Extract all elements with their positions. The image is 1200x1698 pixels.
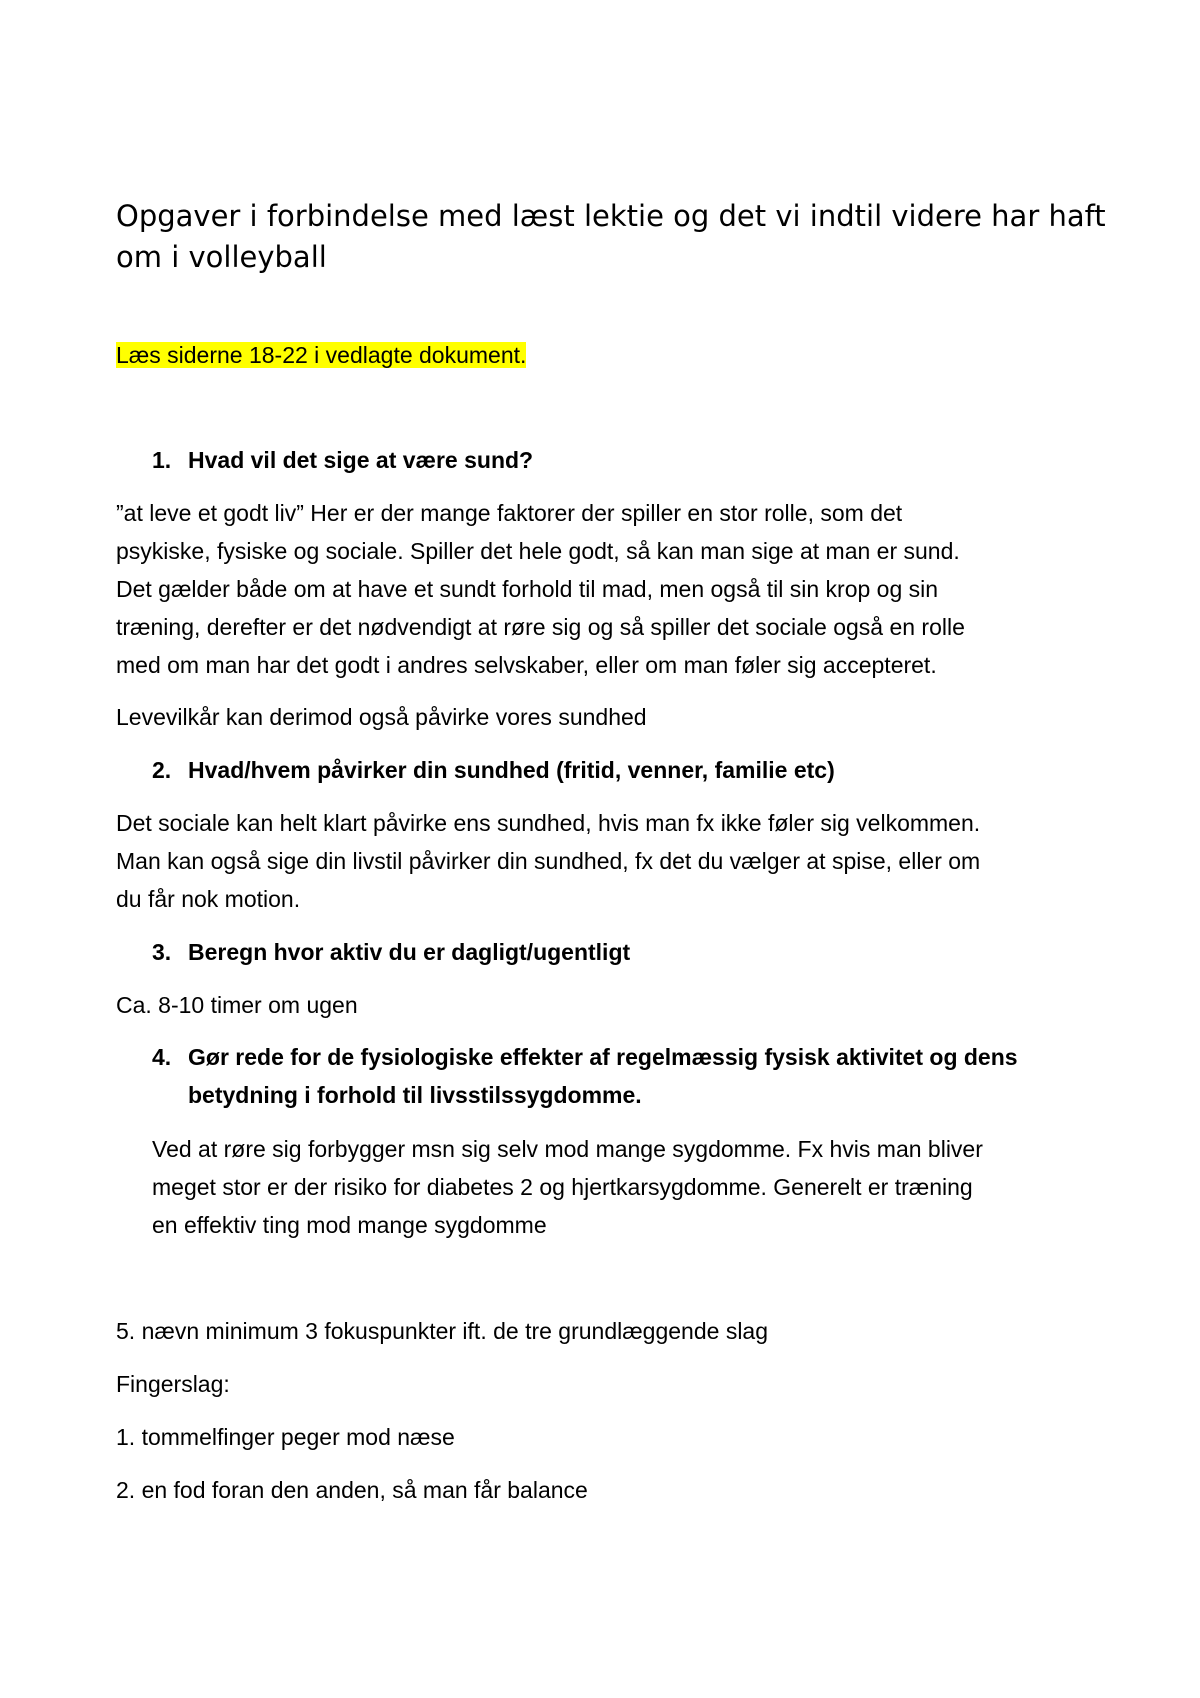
question-text-line-1: Gør rede for de fysiologiske effekter af regelmæssig fysisk aktivitet og dens — [188, 1044, 1018, 1070]
question-number: 3. — [152, 939, 172, 965]
question-1 — [152, 441, 1052, 479]
question-4 — [152, 1038, 1112, 1114]
section-5-heading: 5. nævn minimum 3 fokuspunkter ift. de tre grundlæggende slag — [116, 1318, 769, 1344]
question-text: Hvad vil det sige at være sund? — [188, 447, 534, 473]
answer-4-line: Ved at røre sig forbygger msn sig selv mod mange sygdomme. Fx hvis man bliver — [152, 1136, 983, 1162]
question-number: 2. — [152, 757, 172, 783]
section-5-label: Fingerslag: — [116, 1371, 230, 1397]
answer-4-line: en effektiv ting mod mange sygdomme — [152, 1212, 547, 1238]
answer-1-line: Det gælder både om at have et sundt forhold til mad, men også til sin krop og sin — [116, 576, 939, 602]
answer-1-line: træning, derefter er det nødvendigt at røre sig og så spiller det sociale også en rolle — [116, 614, 965, 640]
question-number: 4. — [152, 1044, 172, 1070]
answer-1-line: med om man har det godt i andres selvskaber, eller om man føler sig accepteret. — [116, 652, 937, 678]
answer-3: Ca. 8-10 timer om ugen — [116, 992, 358, 1018]
question-text-line-2: betydning i forhold til livsstilssygdomme. — [188, 1082, 642, 1108]
answer-4-line: meget stor er der risiko for diabetes 2 og hjertkarsygdomme. Generelt er træning — [152, 1174, 973, 1200]
answer-2-line: Man kan også sige din livstil påvirker din sundhed, fx det du vælger at spise, eller om — [116, 848, 981, 874]
question-text: Hvad/hvem påvirker din sundhed (fritid, venner, familie etc) — [188, 757, 835, 783]
answer-1-line: psykiske, fysiske og sociale. Spiller det hele godt, så kan man sige at man er sund. — [116, 538, 960, 564]
question-number: 1. — [152, 447, 172, 473]
question-3 — [152, 933, 1052, 971]
answer-2-line: Det sociale kan helt klart påvirke ens sundhed, hvis man fx ikke føler sig velkommen. — [116, 810, 981, 836]
section-5-point: 2. en fod foran den anden, så man får balance — [116, 1477, 588, 1503]
reading-instruction — [116, 336, 526, 374]
answer-1-extra: Levevilkår kan derimod også påvirke vores sundhed — [116, 704, 647, 730]
highlighted-instruction: Læs siderne 18-22 i vedlagte dokument. — [116, 342, 527, 368]
question-text: Beregn hvor aktiv du er dagligt/ugentligt — [188, 939, 631, 965]
answer-2-line: du får nok motion. — [116, 886, 301, 912]
document-title: Opgaver i forbindelse med læst lektie og det vi indtil videre har haft om i volleyball — [116, 199, 1106, 274]
answer-1-line: ”at leve et godt liv” Her er der mange faktorer der spiller en stor rolle, som det — [116, 500, 903, 526]
question-2 — [152, 751, 1052, 789]
section-5-point: 1. tommelfinger peger mod næse — [116, 1424, 455, 1450]
